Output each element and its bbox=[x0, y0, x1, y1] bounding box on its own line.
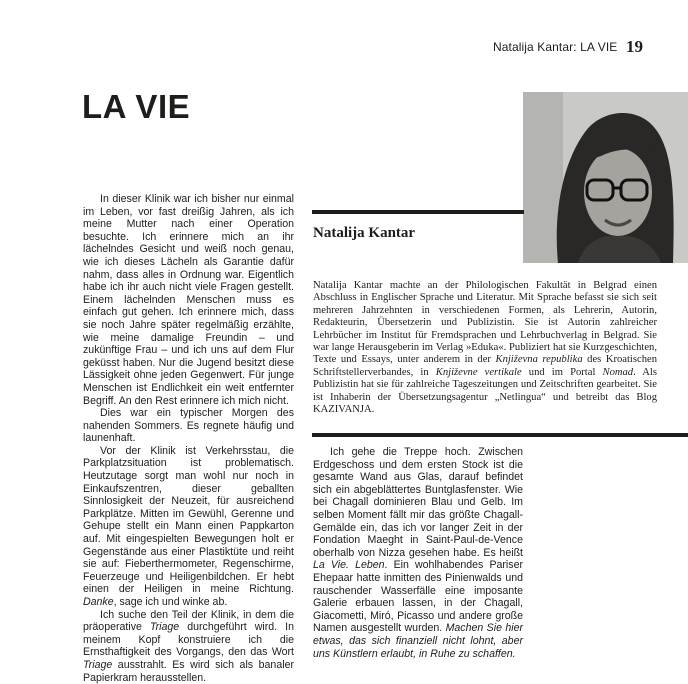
text-run: durchgeführt wird. In meinem Kopf konstruiere ich die Ernsthaftigkeit des Vorgangs, den das Wort bbox=[83, 621, 294, 659]
italic-text-run: Književne vertikale bbox=[435, 366, 522, 378]
body-column-right bbox=[313, 446, 523, 660]
italic-text-run: Nomad bbox=[602, 366, 634, 378]
text-run: Ich gehe die Treppe hoch. Zwischen Erdgeschoss und dem ersten Stock ist die gesamte Wand aus Glas, darauf befindet sich ein abgeblättertes Buntglasfenster. Wie bei Chagall dominieren Blau und Gelb. Im selben Moment fällt mir das größte Chagall-Gemälde ein, das ich vor langer Zeit in der Fondation Maeght in Saint-Paul-de-Vence oberhalb von Nizza gesehen habe. Es heißt bbox=[313, 446, 523, 559]
italic-text-run: Machen Sie hier etwas, das sich finanziell nicht lohnt, aber uns Künstlern erlaubt, in Ruhe zu schaffen. bbox=[313, 622, 523, 660]
author-portrait-icon bbox=[523, 92, 688, 263]
body-paragraph bbox=[83, 407, 294, 445]
body-paragraph bbox=[83, 193, 294, 407]
text-run: Dies war ein typischer Morgen des nahenden Sommers. Es regnete häufig und launenhaft. bbox=[83, 407, 294, 445]
author-name: Natalija Kantar bbox=[313, 225, 416, 241]
body-column-left bbox=[83, 193, 294, 684]
text-run: . Als Publizistin hat sie für zahlreiche Tageszeitungen und Zeitschriften gearbeitet. Sie ist Inhaberin der Übersetzungsagentur „Netlingua“ und betreibt das Blog KAZIVANJA. bbox=[313, 366, 657, 416]
italic-text-run: La Vie. Leben bbox=[313, 559, 385, 572]
text-run: ausstrahlt. Es wird sich als banaler Papierkram herausstellen. bbox=[83, 658, 294, 684]
page-number: 19 bbox=[626, 37, 643, 56]
italic-text-run: Književna republika bbox=[495, 354, 583, 366]
running-head: Natalija Kantar: LA VIE bbox=[493, 40, 618, 54]
section-rule bbox=[312, 433, 688, 437]
italic-text-run: Triage bbox=[83, 658, 113, 671]
text-run: Natalija Kantar machte an der Philologischen Fakultät in Belgrad einen Abschluss in Englischer Sprache und Literatur. Mit Sprache befasst sie sich seit mehreren Jahrzehnten in verschiedenen Formen, als Lehrerin, Autorin, Redakteurin, Übersetzerin und Publizistin. Sie ist Autorin zahlreicher Lehrbücher im Institut für Fremdsprachen und Lehrbuchverlag in Belgrad. Sie war lange Herausgeberin im Verlag »Eduka«. Publiziert hat sie Kurzgeschichten, Texte und Essays, unter anderem in der bbox=[313, 280, 657, 366]
author-bio bbox=[313, 280, 657, 416]
text-run: Ich suche den Teil der Klinik, in dem die präoperative bbox=[83, 608, 294, 634]
text-run: , sage ich und winke ab. bbox=[113, 596, 228, 608]
body-paragraph bbox=[313, 446, 523, 660]
text-run: . Ein wohlhabendes Pariser Ehepaar hatte inmitten des Pinienwalds und rauschender Wasserfälle eine imposante Galerie erbauen lassen, in der Chagall, Giacometti, Miró, Picasso und andere große Namen ausgestellt wurden. bbox=[313, 559, 523, 635]
article-title: LA VIE bbox=[82, 88, 191, 125]
text-run: des Kroatischen Schriftstellerverbandes, in bbox=[313, 354, 657, 378]
body-paragraph bbox=[83, 445, 294, 609]
text-run: Vor der Klinik ist Verkehrsstau, die Parkplatzsituation ist problematisch. Heutzutage sorgt man wohl nur noch in Einkaufszentren, dieser geballten Sinnlosigkeit der Neuzeit, für ausreichend Parkplätze. Mitten im Gewühl, Gerenne und Gehupe stellt ein Mann einen Pappkarton auf. Mit eingespielten Bewegungen holt er Gegenstände aus einer Plastiktüte und reiht sie auf: Fieberthermometer, Regenschirme, Feuerzeuge und Heiligenbildchen. Er hebt einen der Heiligen in meine Richtung. bbox=[83, 444, 294, 596]
text-run: und im Portal bbox=[521, 366, 603, 378]
text-run: In dieser Klinik war ich bisher nur einmal im Leben, vor fast dreißig Jahren, als ich meine Mutter nach einer Operation besuchte. Ich erinnere mich an ihr lächelndes Gesicht und weiß noch genau, wie ich dieses Lächeln als Garantie dafür nahm, dass alles in Ordnung war. Eigentlich habe ich ihr auch nicht viele Fragen gestellt. Einem lächelnden Menschen muss es einfach gut gehen. Ich erinnere mich, dass sie noch Jahre später regelmäßig erzählte, wie meine damalige Freundin – und zukünftige Frau – und ich uns auf dem Flur geküsst haben. Nur die Jugend besitzt diese Lässigkeit ohne jeden Gegenwert. Für junge Menschen ist Endlichkeit ein weit entfernter Begriff. An den Rest erinnere ich mich nicht. bbox=[83, 193, 294, 407]
italic-text-run: Danke bbox=[83, 596, 114, 608]
italic-text-run: Triage bbox=[149, 621, 180, 634]
bio-rule bbox=[312, 210, 524, 214]
body-paragraph bbox=[83, 609, 294, 684]
